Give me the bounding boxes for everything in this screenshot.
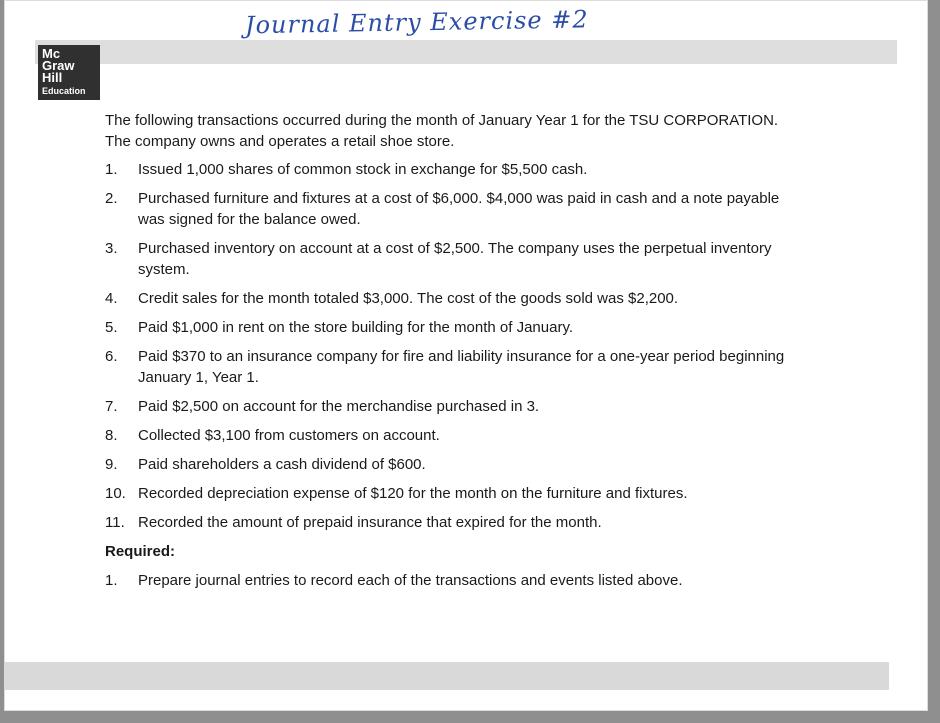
item-number: 9. <box>105 456 118 473</box>
transaction-list <box>105 159 805 533</box>
item-number: 8. <box>105 427 118 444</box>
transaction-item <box>105 346 805 388</box>
item-number: 1. <box>105 161 118 178</box>
item-number: 1. <box>105 572 118 589</box>
transaction-item <box>105 159 805 180</box>
item-number: 2. <box>105 190 118 207</box>
transaction-item <box>105 512 805 533</box>
document-page <box>4 0 928 711</box>
scan-shadow-band-bottom <box>5 662 889 690</box>
logo-line: Education <box>42 86 86 96</box>
item-text: Credit sales for the month totaled $3,000. The cost of the goods sold was $2,200. <box>138 290 679 307</box>
required-list <box>105 570 805 591</box>
logo-line: Hill <box>42 70 63 85</box>
transaction-item <box>105 396 805 417</box>
item-text: Recorded the amount of prepaid insurance that expired for the month. <box>138 514 602 531</box>
item-text: Prepare journal entries to record each of the transactions and events listed above. <box>138 572 683 589</box>
item-text: Paid $2,500 on account for the merchandise purchased in 3. <box>138 398 540 415</box>
item-number: 5. <box>105 319 118 336</box>
transaction-item <box>105 188 805 230</box>
handwritten-title: Journal Entry Exercise #2 <box>244 5 589 40</box>
item-number: 11. <box>105 514 125 531</box>
required-heading: Required: <box>105 543 176 560</box>
item-text: Purchased furniture and fixtures at a cost of $6,000. $4,000 was paid in cash and a note payable was signed for the balance owed. <box>138 190 780 228</box>
transaction-item <box>105 238 805 280</box>
mcgraw-hill-education-logo <box>38 45 100 100</box>
item-text: Collected $3,100 from customers on account. <box>138 427 440 444</box>
transaction-item <box>105 483 805 504</box>
item-number: 6. <box>105 348 118 365</box>
exercise-content <box>105 110 805 599</box>
intro-paragraph: The following transactions occurred during the month of January Year 1 for the TSU CORPORATION. The company owns and operates a retail shoe store. <box>105 112 779 150</box>
item-text: Paid $370 to an insurance company for fire and liability insurance for a one-year period beginning January 1, Year 1. <box>138 348 785 386</box>
transaction-item <box>105 454 805 475</box>
logo-line: Graw <box>42 58 75 73</box>
item-text: Issued 1,000 shares of common stock in exchange for $5,500 cash. <box>138 161 588 178</box>
item-number: 3. <box>105 240 118 257</box>
required-item <box>105 570 805 591</box>
item-text: Paid shareholders a cash dividend of $600. <box>138 456 426 473</box>
item-number: 10. <box>105 485 126 502</box>
item-text: Purchased inventory on account at a cost of $2,500. The company uses the perpetual inventory system. <box>138 240 772 278</box>
item-text: Paid $1,000 in rent on the store building for the month of January. <box>138 319 573 336</box>
item-number: 4. <box>105 290 118 307</box>
transaction-item <box>105 317 805 338</box>
logo-line: Mc <box>42 46 61 61</box>
transaction-item <box>105 425 805 446</box>
item-number: 7. <box>105 398 118 415</box>
item-text: Recorded depreciation expense of $120 for the month on the furniture and fixtures. <box>138 485 688 502</box>
transaction-item <box>105 288 805 309</box>
